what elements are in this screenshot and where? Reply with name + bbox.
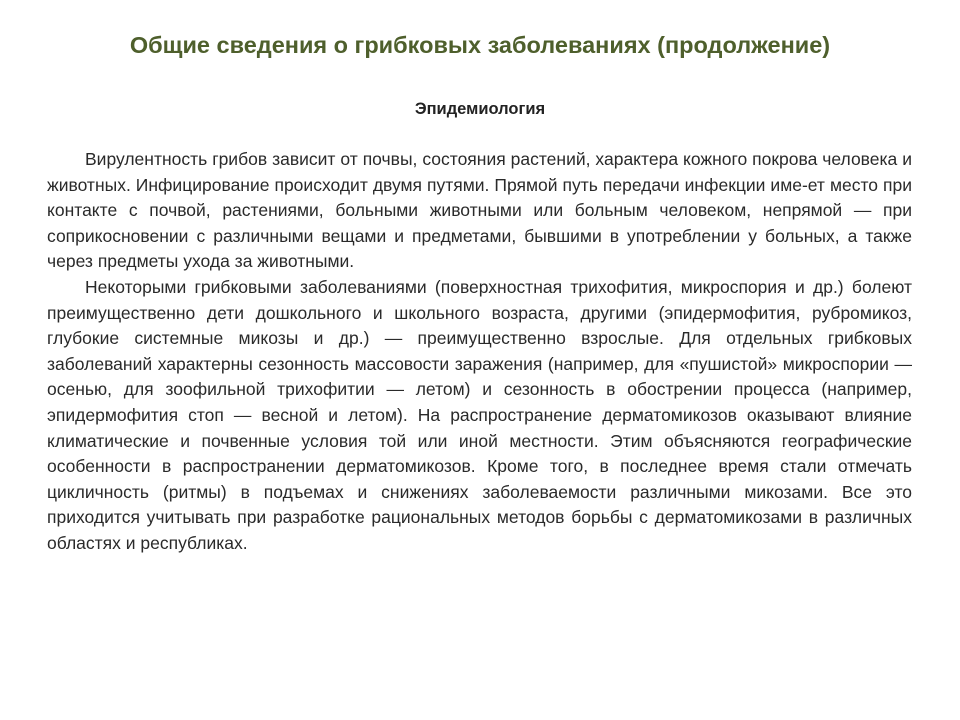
paragraph-transmission: Вирулентность грибов зависит от почвы, состояния растений, характера кожного покрова человека и животных. Инфицирование происходит двумя путями. Прямой путь передачи инфекции име-ет место при контакте с почвой, растениями, больными животными или больным человеком, непрямой — при соприкосновении с различными вещами и предметами, бывшими в употреблении у больных, а также через предметы ухода за животными. — [47, 149, 912, 272]
section-heading: Эпидемиология — [414, 100, 546, 118]
slide-title: Общие сведения о грибковых заболеваниях (продолжение) — [129, 32, 831, 58]
paragraph-age-seasonality: Некоторыми грибковыми заболеваниями (поверхностная трихофития, микроспория и др.) болеют преимущественно дети дошкольного и школьного возраста, другими (эпидермофития, рубромикоз, глубокие системные микозы и др.) — преимущественно взрослые. Для отдельных грибковых заболеваний характерны сезонность массовости заражения (например, для «пушистой» микроспории — осенью, для зоофильной трихофитии — летом) и сезонность в обострении процесса (например, эпидермофития стоп — весной и летом). На распространение дерматомикозов оказывают влияние климатические и почвенные условия той или иной местности. Этим объясняются географические особенности в распространении дерматомикозов. Кроме того, в последнее время стали отмечать цикличность (ритмы) в подъемах и снижениях заболеваемости различными микозами. Все это приходится учитывать при разработке рациональных методов борьбы с дерматомикозами в различных областях и республиках. — [47, 276, 912, 553]
body-text — [47, 147, 912, 557]
